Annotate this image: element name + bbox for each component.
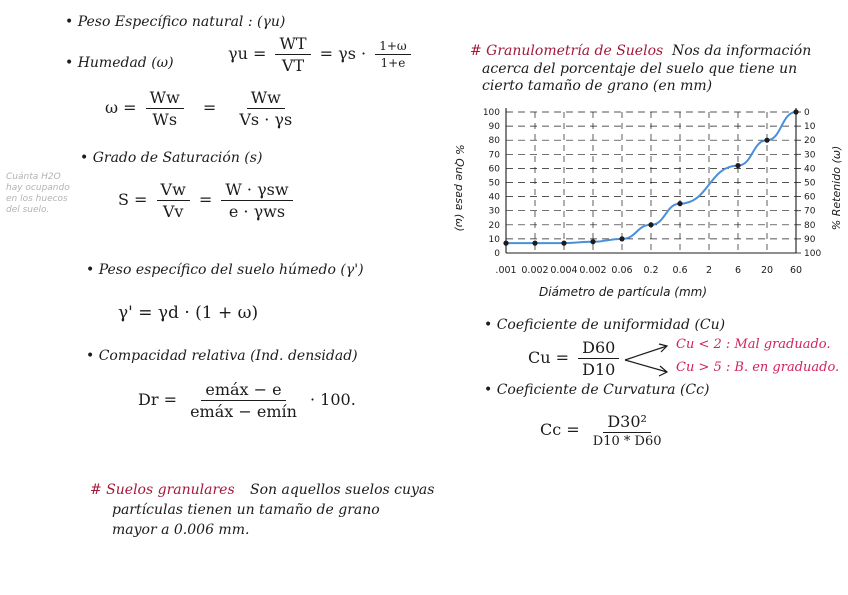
x-tick-label: 0.06 bbox=[611, 265, 633, 276]
intro-line-1: Nos da información bbox=[672, 43, 812, 59]
y-left-tick-label: 30 bbox=[488, 206, 500, 217]
y-left-tick-label: 100 bbox=[482, 108, 500, 118]
grading-curve-point bbox=[561, 241, 566, 246]
y-right-tick-label: 20 bbox=[804, 136, 816, 147]
y-left-tick-label: 40 bbox=[488, 192, 500, 203]
y-axis-left-label: % Que pasa (ω) bbox=[453, 144, 466, 232]
grading-curve-point bbox=[532, 241, 537, 246]
granulares-text-1: Son aquellos suelos cuyas bbox=[250, 482, 435, 498]
cu-bad-graded: Cu < 2 : Mal graduado. bbox=[676, 337, 831, 352]
grading-curve-point bbox=[590, 239, 595, 244]
y-left-tick-label: 0 bbox=[494, 249, 500, 259]
cu-formula: Cu = $\frac{D60}{D10}$ bbox=[528, 338, 623, 379]
x-tick-label: 0.2 bbox=[643, 265, 659, 276]
cu-well-graded: Cu > 5 : B. en graduado. bbox=[676, 360, 840, 375]
x-tick-label: 20 bbox=[760, 265, 774, 276]
x-tick-label: 2 bbox=[705, 265, 713, 276]
peso-humedo-label: • Peso específico del suelo húmedo (γ') bbox=[86, 262, 364, 278]
grading-curve-point bbox=[677, 201, 682, 206]
peso-natural-formula: γu = $\frac{WT}{VT}$ = γs · $\frac{1+\omega}{1+e}$ bbox=[228, 34, 415, 75]
y-left-tick-label: 90 bbox=[488, 122, 500, 133]
x-tick-label: 0.6 bbox=[672, 265, 688, 276]
y-right-tick-label: 70 bbox=[804, 206, 816, 217]
x-tick-label: 60 bbox=[789, 265, 803, 276]
y-left-tick-label: 60 bbox=[488, 164, 500, 175]
y-left-tick-label: 80 bbox=[488, 136, 500, 147]
peso-natural-label: • Peso Específico natural : (γu) bbox=[65, 14, 286, 30]
y-right-tick-label: 100 bbox=[804, 249, 822, 259]
granulares-text-3: mayor a 0.006 mm. bbox=[112, 522, 250, 538]
granulares-text-2: partículas tienen un tamaño de grano bbox=[112, 502, 380, 518]
intro-line-3: cierto tamaño de grano (en mm) bbox=[482, 78, 713, 94]
y-right-tick-label: 40 bbox=[804, 164, 816, 175]
y-right-tick-label: 0 bbox=[804, 108, 810, 118]
x-tick-label: 0.004 bbox=[550, 265, 578, 276]
grading-curve-chart bbox=[448, 100, 848, 305]
humedad-formula: ω = $\frac{Ww}{Ws}$ = $\frac{Ww}{Vs \cdot \gamma s}$ bbox=[105, 88, 293, 129]
y-right-tick-label: 10 bbox=[804, 122, 816, 133]
granulometria-title: # Granulometría de Suelos bbox=[470, 43, 664, 59]
y-left-tick-label: 50 bbox=[488, 178, 500, 189]
grading-curve-point bbox=[764, 138, 769, 143]
granulares-title: # Suelos granulares bbox=[90, 482, 235, 498]
intro-line-2: acerca del porcentaje del suelo que tiene un bbox=[482, 61, 798, 77]
peso-humedo-formula: γ' = γd · (1 + ω) bbox=[118, 303, 259, 323]
y-left-tick-label: 70 bbox=[488, 150, 500, 161]
side-note: Cuánta H2O hay ocupando en los huecos del suelo. bbox=[6, 172, 70, 215]
cc-formula: Cc = $\frac{\text{D30²}}{D10 * D60}$ bbox=[540, 412, 662, 449]
grading-curve-point bbox=[735, 163, 740, 168]
x-tick-label: 0.002 bbox=[521, 265, 549, 276]
x-tick-label: 6 bbox=[734, 265, 742, 276]
grading-curve-point bbox=[793, 109, 798, 114]
compacidad-formula: Dr = $\frac{\text{emáx − e}}{\text{emáx − emín}}$ · 100. bbox=[138, 380, 356, 421]
cu-arrows bbox=[623, 340, 673, 380]
cc-label: • Coeficiente de Curvatura (Cc) bbox=[484, 382, 710, 398]
y-axis-right-label: % Retenido (ω) bbox=[830, 145, 843, 231]
saturacion-formula: S = $\frac{Vw}{Vv}$ = $\frac{\text{W · γsw}}{\text{e · γws}}$ bbox=[118, 180, 297, 221]
humedad-label: • Humedad (ω) bbox=[65, 55, 174, 71]
compacidad-label: • Compacidad relativa (Ind. densidad) bbox=[86, 348, 358, 364]
x-axis-label: Diámetro de partícula (mm) bbox=[539, 285, 707, 299]
cu-label: • Coeficiente de uniformidad (Cu) bbox=[484, 317, 726, 333]
grading-curve-point bbox=[619, 236, 624, 241]
y-left-tick-label: 10 bbox=[488, 234, 500, 245]
grading-curve-point bbox=[648, 222, 653, 227]
y-right-tick-label: 80 bbox=[804, 220, 816, 231]
y-right-tick-label: 90 bbox=[804, 234, 816, 245]
chart-grid bbox=[506, 112, 796, 253]
y-right-tick-label: 30 bbox=[804, 150, 816, 161]
y-right-tick-label: 60 bbox=[804, 192, 816, 203]
saturacion-label: • Grado de Saturación (s) bbox=[80, 150, 263, 166]
y-right-tick-label: 50 bbox=[804, 178, 816, 189]
chart-series bbox=[503, 109, 798, 245]
y-left-tick-label: 20 bbox=[488, 220, 500, 231]
chart-axes bbox=[483, 108, 822, 276]
x-tick-label: 0.002 bbox=[579, 265, 607, 276]
x-tick-label: .001 bbox=[495, 265, 517, 276]
grading-curve-point bbox=[503, 241, 508, 246]
